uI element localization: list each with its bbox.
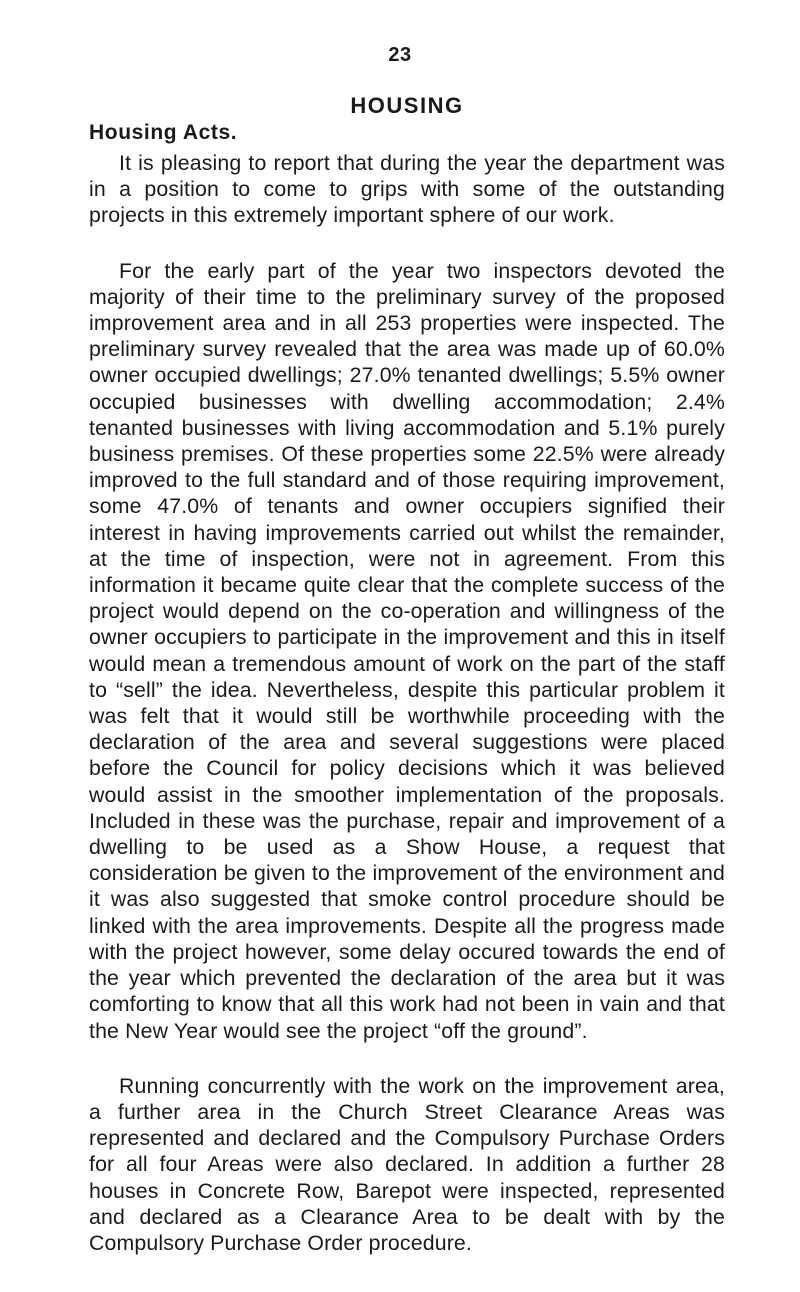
paragraph-3: Running concurrently with the work on the improvement area, a further area in the Church Street Clearance Areas was represented and declared and the Compulsory Purchase Orders for all four Areas were also declared. In addition a further 28 houses in Concrete Row, Barepot were inspected, represented and declared as a Clearance Area to be dealt with by the Compulsory Purchase Order procedure.: [89, 1073, 725, 1255]
paragraph-1: It is pleasing to report that during the year the department was in a position to come to grips with some of the outstanding projects in this extremely important sphere of our work.: [89, 151, 725, 228]
body-text: [89, 150, 725, 1285]
section-heading: Housing Acts.: [89, 121, 238, 144]
page-title: HOUSING: [350, 93, 464, 118]
page-number: 23: [388, 44, 412, 66]
paragraph-2: For the early part of the year two inspectors devoted the majority of their time to the preliminary survey of the proposed improvement area and in all 253 properties were inspected. The preliminary survey revealed that the area was made up of 60.0% owner occupied dwellings; 27.0% tenanted dwellings; 5.5% owner occupied businesses with dwelling accommodation; 2.4% tenanted businesses with living accommodation and 5.1% purely business premises. Of these properties some 22.5% were already improved to the full standard and of those requiring improvement, some 47.0% of tenants and owner occupiers signified their interest in having improvements carried out whilst the remainder, at the time of inspection, were not in agreement. From this information it became quite clear that the complete success of the project would depend on the co-operation and willingness of the owner occupiers to participate in the improvement and this in itself would mean a tremendous amount of work on the part of the staff to “sell” the idea. Nevertheless, despite this particular problem it was felt that it would still be worthwhile proceeding with the declaration of the area and several suggestions were placed before the Council for policy decisions which it was believed would assist in the smoother implementation of the proposals. Included in these was the purchase, repair and improvement of a dwelling to be used as a Show House, a request that consideration be given to the improvement of the environment and it was also suggested that smoke control procedure should be linked with the area improvements. Despite all the progress made with the project however, some delay occured towards the end of the year which prevented the declaration of the area but it was comforting to know that all this work had not been in vain and that the New Year would see the project “off the ground”.: [89, 258, 725, 1043]
